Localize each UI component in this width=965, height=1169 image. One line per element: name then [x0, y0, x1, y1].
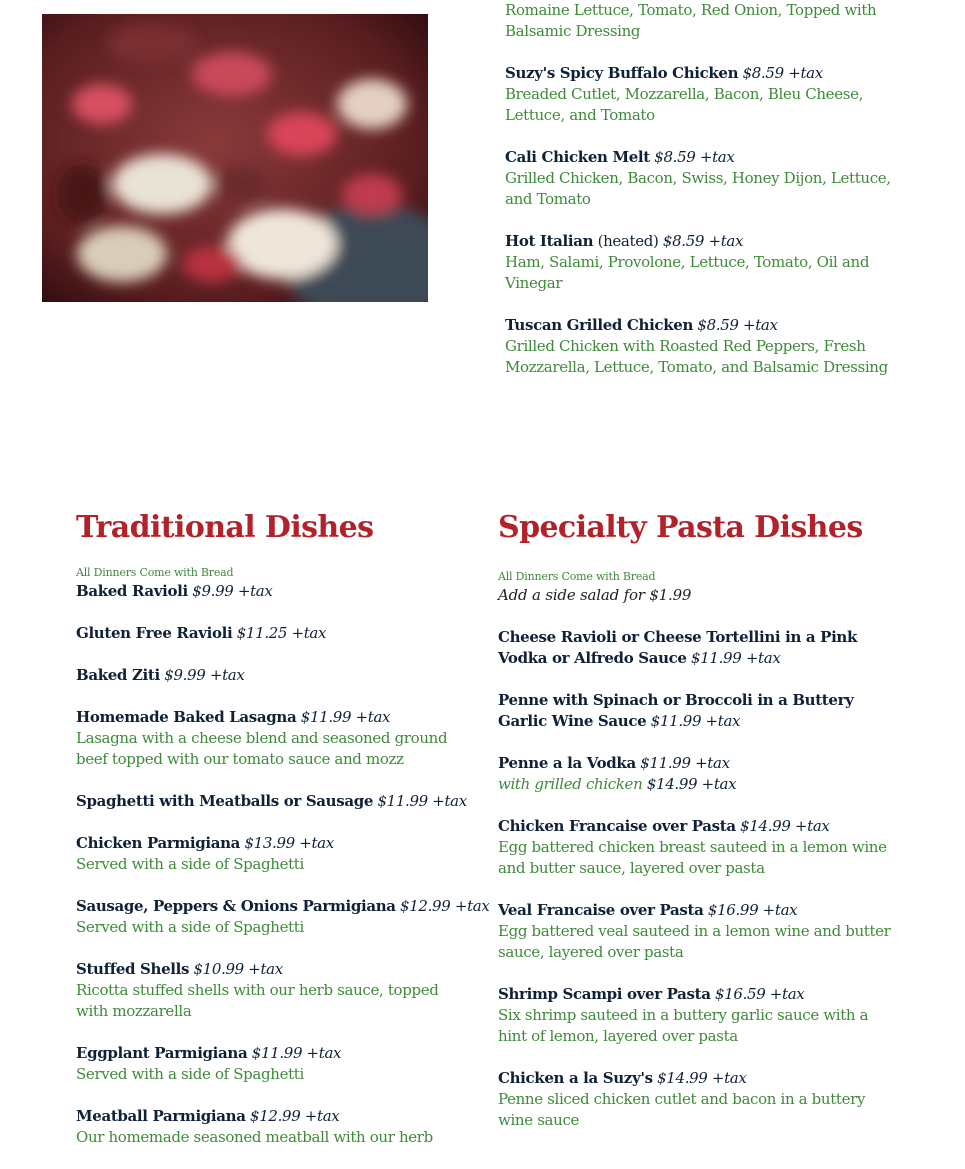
item-description: Ricotta stuffed shells with our herb sauce, topped with mozzarella: [76, 981, 439, 1020]
item-price: $11.99 +tax: [650, 712, 741, 730]
item-name: Gluten Free Ravioli: [76, 624, 233, 642]
specialty-pasta-section: [498, 510, 898, 1152]
traditional-dishes-section: [76, 510, 490, 1169]
list-item: [498, 1068, 898, 1131]
list-item: [498, 816, 898, 879]
item-price: $9.99 +tax: [164, 666, 245, 684]
item-description: Breaded Cutlet, Mozzarella, Bacon, Bleu Cheese, Lettuce, and Tomato: [505, 85, 864, 124]
list-item: [76, 959, 456, 1022]
item-variant-price: $14.99 +tax: [646, 775, 737, 793]
item-name: Stuffed Shells: [76, 960, 190, 978]
item-name: Chicken a la Suzy's: [498, 1069, 653, 1087]
list-item: [505, 63, 905, 126]
item-name: Chicken Francaise over Pasta: [498, 817, 736, 835]
item-price: $8.59 +tax: [662, 232, 744, 250]
list-item: [505, 231, 905, 294]
item-price: $14.99 +tax: [740, 817, 830, 835]
item-price: $13.99 +tax: [244, 834, 334, 852]
section-heading: Traditional Dishes: [76, 510, 374, 545]
item-price: $12.99 +tax: [400, 897, 490, 915]
item-name: Tuscan Grilled Chicken: [505, 316, 693, 334]
list-item: [498, 585, 898, 606]
list-item: [76, 1106, 456, 1148]
item-name: Cali Chicken Melt: [505, 148, 650, 166]
item-price: $14.99 +tax: [657, 1069, 747, 1087]
list-item: [505, 147, 905, 210]
list-item: [505, 0, 905, 42]
item-description: Lasagna with a cheese blend and seasoned ground beef topped with our tomato sauce and mozz: [76, 729, 448, 768]
list-item: [76, 896, 490, 938]
item-name: Homemade Baked Lasagna: [76, 708, 297, 726]
item-qualifier: (heated): [597, 232, 659, 250]
item-price: $12.99 +tax: [250, 1107, 340, 1125]
bread-note: All Dinners Come with Bread: [76, 566, 234, 579]
item-name: Veal Francaise over Pasta: [498, 901, 704, 919]
item-name: Baked Ravioli: [76, 582, 188, 600]
item-price: $10.99 +tax: [193, 960, 283, 978]
item-price: $11.99 +tax: [251, 1044, 342, 1062]
item-description: Six shrimp sauteed in a buttery garlic sauce with a hint of lemon, layered over pasta: [498, 1006, 869, 1045]
item-name: Spaghetti with Meatballs or Sausage: [76, 792, 374, 810]
item-description: Egg battered chicken breast sauteed in a lemon wine and butter sauce, layered over pasta: [498, 838, 887, 877]
item-price: $8.59 +tax: [742, 64, 823, 82]
item-price: $11.99 +tax: [640, 754, 730, 772]
item-name: Eggplant Parmigiana: [76, 1044, 248, 1062]
item-description: Grilled Chicken, Bacon, Swiss, Honey Dijon, Lettuce, and Tomato: [505, 169, 891, 208]
list-item: [76, 1043, 456, 1085]
item-description: Ham, Salami, Provolone, Lettuce, Tomato, Oil and Vinegar: [505, 253, 870, 292]
item-description: Egg battered veal sauteed in a lemon wine and butter sauce, layered over pasta: [498, 922, 891, 961]
list-item: [498, 984, 898, 1047]
item-name: Hot Italian: [505, 232, 594, 250]
item-price: $11.99 +tax: [377, 792, 467, 810]
pizza-photo: [42, 14, 428, 302]
item-price: $8.59 +tax: [697, 316, 778, 334]
item-description: Served with a side of Spaghetti: [76, 855, 304, 873]
item-variant: with grilled chicken: [498, 775, 643, 793]
item-price: $11.99 +tax: [300, 708, 391, 726]
list-item: [498, 627, 898, 669]
list-item: [76, 833, 456, 875]
list-item: [505, 315, 905, 378]
section-heading: Specialty Pasta Dishes: [498, 510, 863, 545]
sandwich-list: [505, 0, 905, 399]
item-description: Penne sliced chicken cutlet and bacon in a buttery wine sauce: [498, 1090, 866, 1129]
item-name: Baked Ziti: [76, 666, 160, 684]
list-item: [76, 623, 456, 644]
item-name: Penne with Spinach or Broccoli in a Buttery Garlic Wine Sauce: [498, 691, 854, 730]
side-salad-note: Add a side salad for $1.99: [498, 586, 692, 604]
list-item: [76, 707, 456, 770]
item-price: $8.59 +tax: [654, 148, 735, 166]
item-name: Suzy's Spicy Buffalo Chicken: [505, 64, 739, 82]
item-name: Sausage, Peppers & Onions Parmigiana: [76, 897, 396, 915]
list-item: [76, 581, 456, 602]
list-item: [498, 690, 898, 732]
item-description: Romaine Lettuce, Tomato, Red Onion, Topped with Balsamic Dressing: [505, 1, 877, 40]
list-item: [498, 753, 898, 795]
list-item: [498, 900, 898, 963]
item-price: $16.59 +tax: [715, 985, 805, 1003]
item-price: $11.25 +tax: [236, 624, 327, 642]
item-price: $11.99 +tax: [691, 649, 781, 667]
item-name: Cheese Ravioli or Cheese Tortellini in a Pink Vodka or Alfredo Sauce: [498, 628, 858, 667]
item-price: $9.99 +tax: [192, 582, 273, 600]
item-description: Grilled Chicken with Roasted Red Peppers, Fresh Mozzarella, Lettuce, Tomato, and Balsamic Dressing: [505, 337, 888, 376]
list-item: [76, 791, 467, 812]
list-item: [76, 665, 456, 686]
item-name: Meatball Parmigiana: [76, 1107, 246, 1125]
item-name: Chicken Parmigiana: [76, 834, 241, 852]
item-description: Served with a side of Spaghetti: [76, 1065, 304, 1083]
item-name: Penne a la Vodka: [498, 754, 636, 772]
item-description: Our homemade seasoned meatball with our herb: [76, 1128, 433, 1146]
item-description: Served with a side of Spaghetti: [76, 918, 304, 936]
bread-note: All Dinners Come with Bread: [498, 570, 656, 583]
item-price: $16.99 +tax: [707, 901, 798, 919]
item-name: Shrimp Scampi over Pasta: [498, 985, 711, 1003]
